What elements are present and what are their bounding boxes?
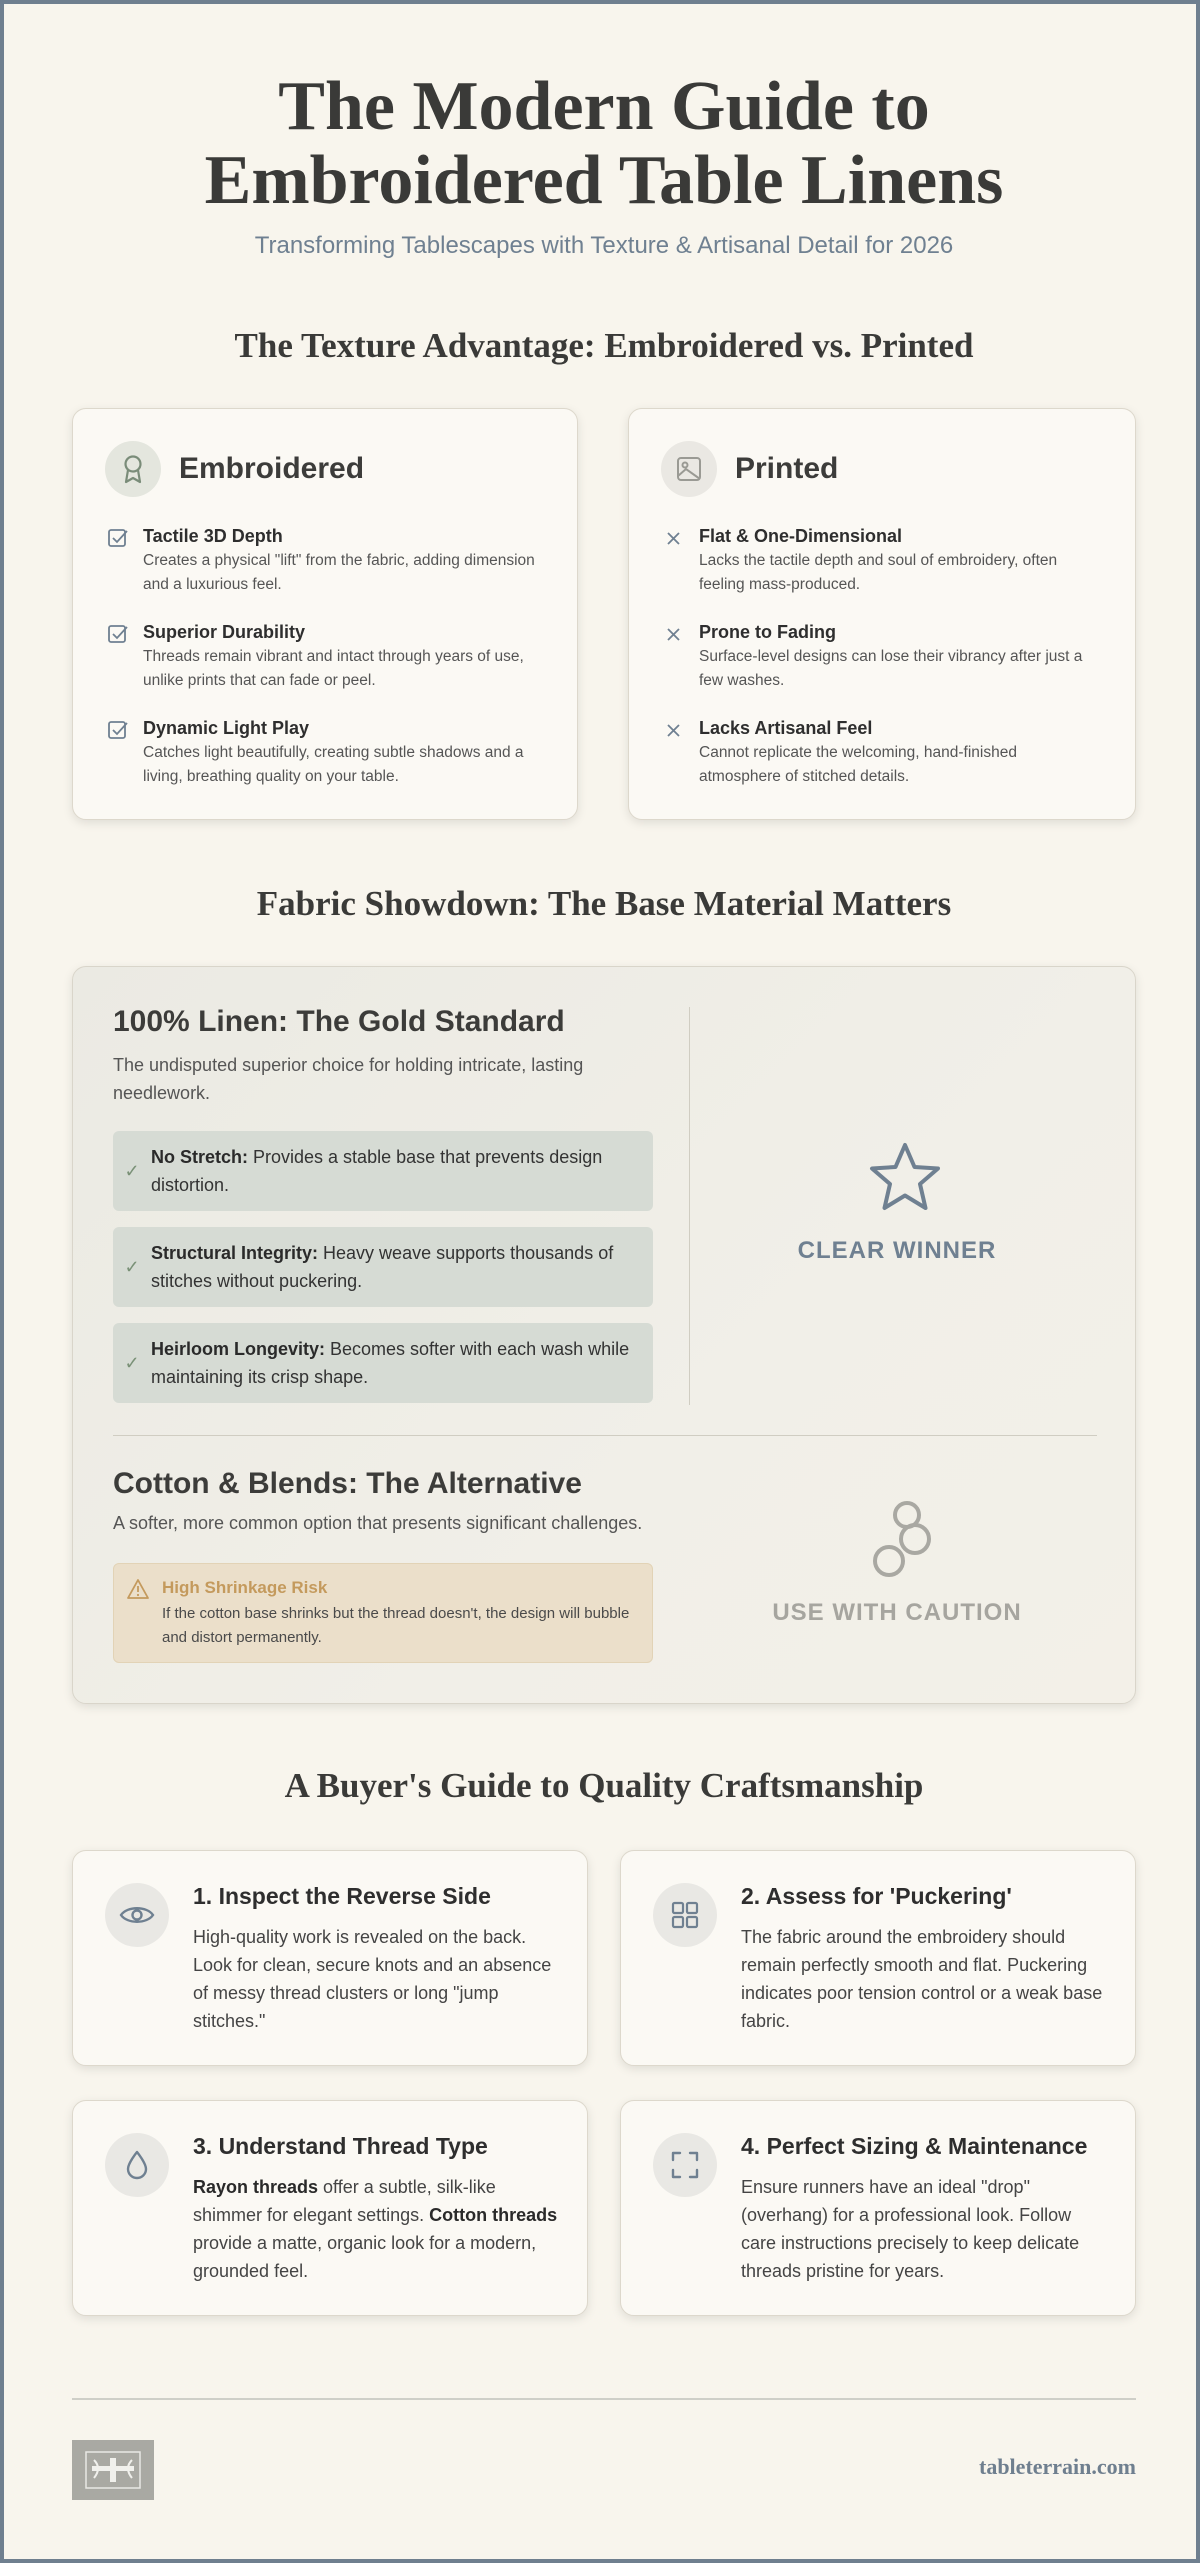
printed-card-title: Printed <box>735 452 839 485</box>
item-heading: Lacks Artisanal Feel <box>699 718 873 738</box>
linen-heading: 100% Linen: The Gold Standard <box>113 1005 565 1038</box>
title-line-1: The Modern Guide to <box>278 68 930 145</box>
buyer-card-thread-type <box>72 2100 588 2316</box>
linked-rings-icon <box>865 1497 945 1592</box>
list-item <box>107 525 547 597</box>
star-icon <box>867 1141 943 1218</box>
point-label: No Stretch: <box>151 1147 249 1167</box>
point-label: Heirloom Longevity: <box>151 1339 326 1359</box>
check-icon: ✓ <box>124 1256 140 1277</box>
point-text: Provides a stable base that prevents design distortion. <box>151 1147 603 1195</box>
buyer-card-heading: 4. Perfect Sizing & Maintenance <box>741 2133 1088 2159</box>
cross-icon <box>663 717 699 789</box>
cotton-label: Cotton threads <box>429 2205 558 2225</box>
section-title-buyers: A Buyer's Guide to Quality Craftsmanship <box>284 1766 924 1805</box>
point-text: Becomes softer with each wash while maintaining its crisp shape. <box>151 1339 630 1387</box>
buyer-card-heading: 1. Inspect the Reverse Side <box>193 1883 491 1909</box>
buyer-card-sizing <box>620 2100 1136 2316</box>
list-item <box>663 621 1103 693</box>
page-title <box>72 70 1136 218</box>
embroidered-list <box>107 525 547 813</box>
linen-verdict: CLEAR WINNER <box>797 1237 997 1264</box>
point-label: Structural Integrity: <box>151 1243 319 1263</box>
item-heading: Prone to Fading <box>699 622 836 642</box>
checkbox-check-icon <box>107 621 143 693</box>
printed-list <box>663 525 1103 813</box>
tableterrain-logo-icon[interactable] <box>72 2440 154 2500</box>
horizontal-divider <box>113 1435 1097 1436</box>
rayon-label: Rayon threads <box>193 2177 319 2197</box>
checkbox-check-icon <box>107 525 143 597</box>
item-heading: Tactile 3D Depth <box>143 526 283 546</box>
buyer-card-puckering <box>620 1850 1136 2066</box>
cross-icon <box>663 621 699 693</box>
section-title-texture: The Texture Advantage: Embroidered vs. Printed <box>234 326 974 365</box>
buyer-card-heading: 2. Assess for 'Puckering' <box>741 1883 1012 1909</box>
item-body: Threads remain vibrant and intact through years of use, unlike prints that can fade or peel. <box>143 648 524 689</box>
item-body: Catches light beautifully, creating subtle shadows and a living, breathing quality on your table. <box>143 744 524 785</box>
rayon-text: offer a subtle, silk-like shimmer for elegant settings. <box>193 2177 496 2225</box>
embroidered-card <box>72 408 578 820</box>
item-heading: Dynamic Light Play <box>143 718 310 738</box>
list-item <box>107 717 547 789</box>
vertical-divider <box>689 1007 690 1405</box>
linen-point <box>113 1131 653 1211</box>
buyer-card-body: Ensure runners have an ideal "drop" (overhang) for a professional look. Follow care instructions precisely to keep delicate threads pristine for years. <box>741 2177 1080 2281</box>
buyer-card-body: The fabric around the embroidery should remain perfectly smooth and flat. Puckering indicates poor tension control or a weak base fabric. <box>741 1927 1103 2031</box>
point-text: Heavy weave supports thousands of stitches without puckering. <box>151 1243 614 1291</box>
expand-icon <box>653 2133 717 2197</box>
item-body: Creates a physical "lift" from the fabric, adding dimension and a luxurious feel. <box>143 552 535 593</box>
eye-icon <box>105 1883 169 1947</box>
printed-card <box>628 408 1136 820</box>
cross-icon <box>663 525 699 597</box>
list-item <box>663 525 1103 597</box>
ribbon-award-icon <box>105 441 161 497</box>
linen-point <box>113 1323 653 1403</box>
buyer-card-reverse-side <box>72 1850 588 2066</box>
cotton-heading: Cotton & Blends: The Alternative <box>113 1467 582 1500</box>
linen-point <box>113 1227 653 1307</box>
footer-divider <box>72 2398 1136 2400</box>
droplet-icon <box>105 2133 169 2197</box>
list-item <box>107 621 547 693</box>
linen-subtitle: The undisputed superior choice for holding intricate, lasting needlework. <box>113 1055 584 1103</box>
list-item <box>663 717 1103 789</box>
site-url[interactable]: tableterrain.com <box>979 2454 1136 2479</box>
image-icon <box>661 441 717 497</box>
shrinkage-warning <box>113 1563 653 1663</box>
page-subtitle: Transforming Tablescapes with Texture & Artisanal Detail for 2026 <box>254 232 954 259</box>
cotton-subtitle: A softer, more common option that presents significant challenges. <box>113 1513 643 1533</box>
buyer-card-body: High-quality work is revealed on the back. Look for clean, secure knots and an absence of messy thread clusters or long "jump stitches." <box>193 1927 552 2031</box>
item-heading: Flat & One-Dimensional <box>699 526 903 546</box>
warning-body: If the cotton base shrinks but the thread doesn't, the design will bubble and distort permanently. <box>162 1605 630 1646</box>
checkbox-check-icon <box>107 717 143 789</box>
cotton-verdict: USE WITH CAUTION <box>772 1599 1022 1626</box>
item-body: Lacks the tactile depth and soul of embroidery, often feeling mass-produced. <box>699 552 1058 593</box>
fabric-panel <box>72 966 1136 1704</box>
cotton-text: provide a matte, organic look for a modern, grounded feel. <box>193 2233 537 2281</box>
warning-triangle-icon <box>126 1578 150 1605</box>
section-title-fabric: Fabric Showdown: The Base Material Matters <box>256 884 952 923</box>
check-icon: ✓ <box>124 1352 140 1373</box>
item-body: Cannot replicate the welcoming, hand-finished atmosphere of stitched details. <box>699 744 1017 785</box>
item-heading: Superior Durability <box>143 622 306 642</box>
grid-icon <box>653 1883 717 1947</box>
buyer-card-heading: 3. Understand Thread Type <box>193 2133 488 2159</box>
item-body: Surface-level designs can lose their vibrancy after just a few washes. <box>699 648 1083 689</box>
warning-title: High Shrinkage Risk <box>162 1578 328 1597</box>
printed-card-header <box>661 441 838 497</box>
embroidered-card-header <box>105 441 364 497</box>
title-line-2: Embroidered Table Linens <box>204 142 1004 219</box>
buyer-card-body <box>193 2173 563 2285</box>
embroidered-card-title: Embroidered <box>179 452 365 485</box>
check-icon: ✓ <box>124 1160 140 1181</box>
